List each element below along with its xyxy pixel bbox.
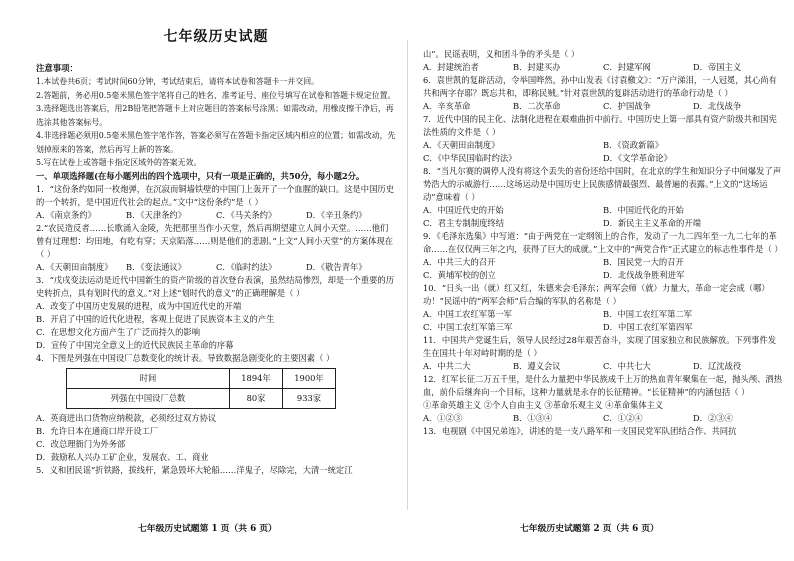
option-a: A．改变了中国历史发展的进程，成为中国近代史的开端 — [36, 300, 242, 311]
options — [423, 412, 783, 425]
question-4 — [36, 352, 396, 464]
option-a: A．《南京条约》 — [36, 209, 96, 220]
table-cell: 1900年 — [283, 368, 336, 388]
notice-item: 2.答题前，务必用0.5毫米黑色签字笔将自己的姓名、准考证号、座位号填写在试卷和答题卡规定位置。 — [36, 90, 396, 100]
option-b: B．《变法通议》 — [126, 261, 187, 272]
option-d: D．《文学革命论》 — [603, 153, 672, 163]
question-10 — [423, 282, 783, 334]
question-5-start: 5．义和团民谣“折铁路，拔线杆，紧急毁坏大轮船……洋鬼子，尽除完，大清一统定江 — [36, 464, 353, 475]
options — [423, 256, 783, 282]
option-b: B．《天津条约》 — [126, 209, 187, 220]
option-c: C．《马关条约》 — [216, 209, 277, 220]
table-cell: 1894年 — [230, 368, 283, 388]
question-stem: 6．袁世凯的复辟活动，令举国哗然，孙中山发表《讨袁檄文》：“万户涕泪，一人冠冕，其心尚有共和两字存耶？既忘共和，即称民贼。”针对袁世凯的复辟活动进行的革命行动是（ ） — [423, 75, 777, 98]
question-11 — [423, 334, 783, 373]
options — [36, 412, 396, 464]
option-b: B．《资政新篇》 — [603, 140, 664, 150]
question-9 — [423, 230, 783, 282]
question-3 — [36, 274, 396, 352]
option-a: A．《天朝田亩制度》 — [36, 261, 113, 272]
notice-item: 1.本试卷共6页；考试时间60分钟，考试结束后，请将本试卷和答题卡一并交回。 — [36, 77, 319, 86]
option-c: C．中共七大 — [603, 361, 651, 371]
table-cell: 列强在中国设厂总数 — [67, 388, 230, 408]
question-stem: 3．“戊戌变法运动是近代中国新生的资产阶级的首次登台表演，虽然结局惨烈，却是一个重要的历史转折点，具有划时代的意义。”对上述“划时代的意义”的正确理解是（ ） — [36, 274, 394, 298]
question-6 — [423, 74, 783, 113]
option-a: A．中国工农红军第一军 — [423, 309, 512, 319]
option-a: A．英商进出口货物应纳税款，必须经过双方协议 — [36, 412, 217, 423]
title-spacer — [36, 48, 396, 62]
option-b: B．封建买办 — [513, 62, 561, 72]
option-d: D．新民主主义革命的开端 — [603, 218, 701, 228]
question-5 — [423, 48, 783, 74]
section-heading: 一、单项选择题(在每小题列出的四个选项中，只有一项是正确的，共50分，每小题2分。 — [36, 170, 365, 181]
question-stem: 7．近代中国的民主化、法制化进程在艰难曲折中前行。中国历史上第一部具有资产阶级共和国宪法性质的文件是（ ） — [423, 114, 777, 137]
option-a: A．《天朝田亩制度》 — [423, 140, 500, 150]
option-d: D．帝国主义 — [693, 62, 742, 72]
option-c: C．《临时约法》 — [216, 261, 277, 272]
option-d: D．辽沈战役 — [693, 361, 742, 371]
question-stem: 4．下图是列强在中国设厂总数变化的统计表。导致数据急剧变化的主要因素（ ） — [36, 352, 335, 363]
question-stem: 10．“日头一出（就）红又红，朱德来会毛泽东；两军会师（就）力量大，革命一定会成（哪）功！”民谣中的“两军会师”后合编的军队的名称是（ ） — [423, 283, 770, 306]
question-stem: 9．《毛泽东选集》中写道：“由于两党在一定纲领上的合作，发动了一九二四年至一九二七年的革命……在仅仅两三年之内，获得了巨大的成就。”上文中的“两党合作”正式建立的标志性事件是（ ） — [423, 231, 783, 254]
notice-item: 5.写在试卷上或答题卡指定区域外的答案无效。 — [36, 158, 202, 167]
option-d: D．②③④ — [693, 413, 733, 423]
page-footer-left: 七年级历史试题第 1 页（共 6 页） — [138, 524, 277, 534]
table-cell: 933家 — [283, 388, 336, 408]
table-row — [67, 368, 336, 388]
option-b: B．①③④ — [513, 413, 553, 423]
options — [36, 209, 396, 222]
table-cell: 时间 — [67, 368, 230, 388]
option-c: C．封建军阀 — [603, 62, 651, 72]
option-b: B．国民党一大的召开 — [603, 257, 684, 267]
option-a: A．①②③ — [423, 413, 463, 423]
option-a: A．辛亥革命 — [423, 101, 471, 111]
question-stem: 2.“农民造反者……长歌涌入金陵，先把那里当作小天堂，然后再期望建立人间小天堂。……他们曾有过理想：均田地，有吃有穿；天京陷落……则是他们的悲剧。”上文“人间小天堂”的方案体现在（ ） — [36, 222, 394, 259]
notice-heading: 注意事项： — [36, 63, 78, 73]
options — [36, 261, 396, 274]
column-divider — [407, 40, 408, 510]
option-c: C．护国战争 — [603, 101, 651, 111]
right-column — [423, 48, 783, 438]
option-b: B．中国近代化的开始 — [603, 205, 684, 215]
option-d: D．中国工农红军第四军 — [603, 322, 693, 332]
question-7 — [423, 113, 783, 165]
question-stem: 山”。民谣表明，义和团斗争的矛头是（ ） — [423, 49, 580, 59]
option-c: C．改总理衙门为外务部 — [36, 438, 126, 449]
options — [423, 139, 783, 165]
option-b: B．遵义会议 — [513, 361, 561, 371]
option-b: B．开启了中国的近代化进程，客观上促进了民族资本主义的产生 — [36, 313, 275, 324]
option-b: B．中国工农红军第二军 — [603, 309, 693, 319]
option-b: B．允许日本在通商口岸开设工厂 — [36, 425, 159, 436]
option-a: A．封建统治者 — [423, 62, 479, 72]
option-a: A．中共三大的召开 — [423, 257, 496, 267]
option-a: A．中国近代史的开始 — [423, 205, 504, 215]
options — [423, 308, 783, 334]
page-title: 七年级历史试题 — [163, 29, 269, 45]
table-cell: 80家 — [230, 388, 283, 408]
option-b: B．二次革命 — [513, 101, 561, 111]
question-12 — [423, 373, 783, 425]
option-c: C．君主专制制度终结 — [423, 218, 505, 228]
option-d: D．《敬告青年》 — [306, 261, 367, 272]
question-stem: 11．中国共产党诞生后，领导人民经过28年艰苦奋斗，实现了国家独立和民族解放。下列事件发生在国共十年对峙时期的是（ ） — [423, 335, 776, 358]
options — [423, 100, 783, 113]
option-d: D．《辛丑条约》 — [306, 209, 367, 220]
options — [423, 360, 783, 373]
question-8 — [423, 165, 783, 230]
question-13-start: 13．电视剧《中国兄弟连》，讲述的是一支八路军和一支国民党军队团结合作、共同抗 — [423, 426, 737, 436]
question-stem: 12．红军长征二万五千里，是什么力量把中华民族成千上万的热血青年聚集在一起，抛头颅、洒热血，前仆后继奔向一个目标，这种力量就是永存的长征精神。“长征精神”的内涵包括（ ） — [423, 374, 783, 397]
option-c: C．在思想文化方面产生了广泛而持久的影响 — [36, 326, 200, 337]
option-c: C．中国工农红军第三军 — [423, 322, 513, 332]
left-column — [36, 48, 396, 477]
notice-item: 3.选择题选出答案后，用2B铅笔把答题卡上对应题目的答案标号涂黑；如需改动，用橡皮擦干净后，再选涂其他答案标号。 — [36, 104, 394, 127]
option-c: C．黄埔军校的创立 — [423, 270, 496, 280]
page-footer-right: 七年级历史试题第 2 页（共 6 页） — [520, 524, 659, 534]
options — [423, 204, 783, 230]
question-1 — [36, 183, 396, 222]
options — [423, 61, 783, 74]
option-d: D．宣传了中国完全意义上的近代民族民主革命的序幕 — [36, 339, 234, 350]
option-d: D．北伐战争 — [693, 101, 742, 111]
option-c: C．《中华民国临时约法》 — [423, 153, 517, 163]
table-row — [67, 388, 336, 408]
options — [36, 300, 396, 352]
question-2 — [36, 222, 396, 274]
factory-table — [66, 368, 336, 409]
option-d: D．北伐战争胜利进军 — [603, 270, 685, 280]
question-stem: 1．“这份条约如同一枚炮弹，在沉寂而铜墙铁壁的中国门上轰开了一个血腥的缺口。这是中国历史的一个转折，是中国近代社会的起点。”文中“这份条约”是（ ） — [36, 183, 394, 207]
question-stem: 8．“当凡尔赛的调停人没有将这个丢失的省份还给中国时，在北京的学生和知识分子中间爆发了声势浩大的示威游行……这场运动是中国历史上民族感情最强烈、最普遍的表露。”上文的“这场运动”意味着（ ） — [423, 166, 781, 202]
option-a: A．中共二大 — [423, 361, 471, 371]
option-c: C．①②④ — [603, 413, 643, 423]
option-d: D．鼓励私人兴办工矿企业，发展农、工、商业 — [36, 451, 209, 462]
spirit-list: ①革命英雄主义 ②个人自由主义 ③革命乐观主义 ④革命集体主义 — [423, 400, 664, 410]
notice-item: 4.非选择题必须用0.5毫米黑色签字笔作答，答案必须写在答题卡指定区域内相应的位置；如需改动，先划掉原来的答案，然后再写上新的答案。 — [36, 131, 396, 154]
